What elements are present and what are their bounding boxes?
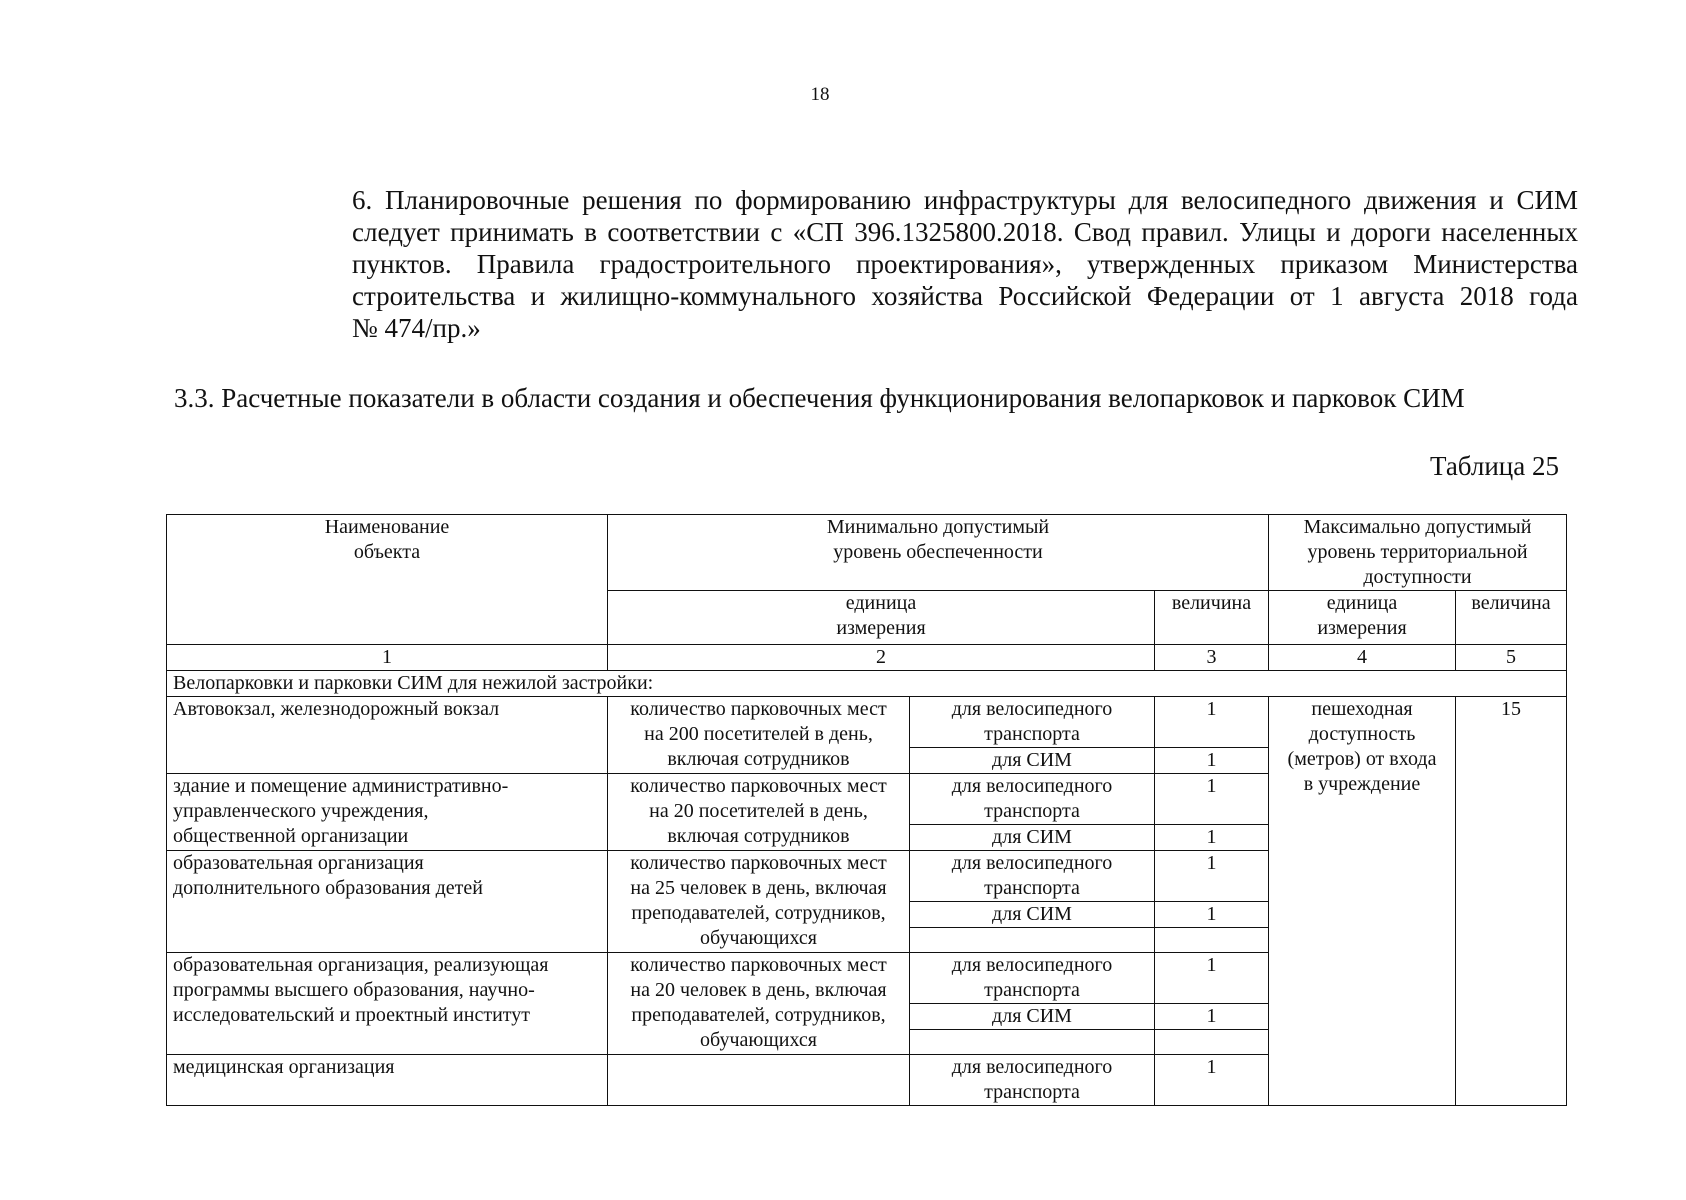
parking-table xyxy=(166,514,1567,1106)
empty-cell xyxy=(910,1030,1155,1055)
accessibility-unit: пешеходная доступность (метров) от входа в учреждение xyxy=(1269,697,1456,1106)
sim-label: для СИМ xyxy=(910,748,1155,774)
paragraph-line: № 474/пр.» xyxy=(352,313,481,343)
header-value: величина xyxy=(1155,591,1269,645)
sim-value: 1 xyxy=(1155,1004,1269,1030)
sim-label: для СИМ xyxy=(910,825,1155,851)
paragraph-line: строительства и жилищно-коммунального хозяйства Российской Федерации от 1 августа 2018 года xyxy=(352,281,1578,311)
bike-value: 1 xyxy=(1155,953,1269,1004)
table-row xyxy=(167,697,1567,748)
header-name: Наименование объекта xyxy=(167,515,608,591)
norm-description: количество парковочных мест на 25 человек в день, включая преподавателей, сотрудников, обучающихся xyxy=(608,851,910,953)
header-min-level: Минимально допустимый уровень обеспеченности xyxy=(608,515,1269,591)
bike-label: для велосипедного транспорта xyxy=(910,953,1155,1004)
norm-description xyxy=(608,1055,910,1106)
sim-label: для СИМ xyxy=(910,1004,1155,1030)
object-name: образовательная организация, реализующая программы высшего образования, научно- исследовательский и проектный институт xyxy=(167,953,608,1055)
empty-cell xyxy=(1155,928,1269,953)
column-number: 2 xyxy=(608,645,1155,671)
empty-cell xyxy=(910,928,1155,953)
sim-label: для СИМ xyxy=(910,902,1155,928)
paragraph-clause-6 xyxy=(352,184,1578,344)
column-number: 1 xyxy=(167,645,608,671)
sim-value: 1 xyxy=(1155,825,1269,851)
norm-description: количество парковочных мест на 20 человек в день, включая преподавателей, сотрудников, обучающихся xyxy=(608,953,910,1055)
object-name: Автовокзал, железнодорожный вокзал xyxy=(167,697,608,774)
header-unit: единица измерения xyxy=(608,591,1155,645)
bike-value: 1 xyxy=(1155,774,1269,825)
norm-description: количество парковочных мест на 200 посетителей в день, включая сотрудников xyxy=(608,697,910,774)
bike-value: 1 xyxy=(1155,851,1269,902)
sim-value: 1 xyxy=(1155,902,1269,928)
header-max-level: Максимально допустимый уровень территориальной доступности xyxy=(1269,515,1567,591)
bike-label: для велосипедного транспорта xyxy=(910,851,1155,902)
header-value-2: величина xyxy=(1456,591,1567,645)
column-number: 4 xyxy=(1269,645,1456,671)
group-title: Велопарковки и парковки СИМ для нежилой застройки: xyxy=(167,671,1567,697)
sim-value: 1 xyxy=(1155,748,1269,774)
header-unit-2: единица измерения xyxy=(1269,591,1456,645)
accessibility-value: 15 xyxy=(1456,697,1567,1106)
column-number: 3 xyxy=(1155,645,1269,671)
bike-value: 1 xyxy=(1155,1055,1269,1106)
object-name: здание и помещение административно- управленческого учреждения, общественной организации xyxy=(167,774,608,851)
column-number: 5 xyxy=(1456,645,1567,671)
norm-description: количество парковочных мест на 20 посетителей в день, включая сотрудников xyxy=(608,774,910,851)
paragraph-line: пунктов. Правила градостроительного проектирования», утвержденных приказом Министерства xyxy=(352,249,1578,279)
paragraph-line: следует принимать в соответствии с «СП 396.1325800.2018. Свод правил. Улицы и дороги населенных xyxy=(352,217,1578,247)
section-heading: 3.3. Расчетные показатели в области создания и обеспечения функционирования велопарковок и парковок СИМ xyxy=(174,383,1465,413)
bike-value: 1 xyxy=(1155,697,1269,748)
table-caption: Таблица 25 xyxy=(1430,451,1559,481)
bike-label: для велосипедного транспорта xyxy=(910,774,1155,825)
page-number: 18 xyxy=(810,84,830,105)
bike-label: для велосипедного транспорта xyxy=(910,1055,1155,1106)
object-name: образовательная организация дополнительного образования детей xyxy=(167,851,608,953)
bike-label: для велосипедного транспорта xyxy=(910,697,1155,748)
empty-cell xyxy=(1155,1030,1269,1055)
header-name-continued xyxy=(167,591,608,645)
object-name: медицинская организация xyxy=(167,1055,608,1106)
paragraph-line: 6. Планировочные решения по формированию инфраструктуры для велосипедного движения и СИМ xyxy=(352,185,1578,215)
